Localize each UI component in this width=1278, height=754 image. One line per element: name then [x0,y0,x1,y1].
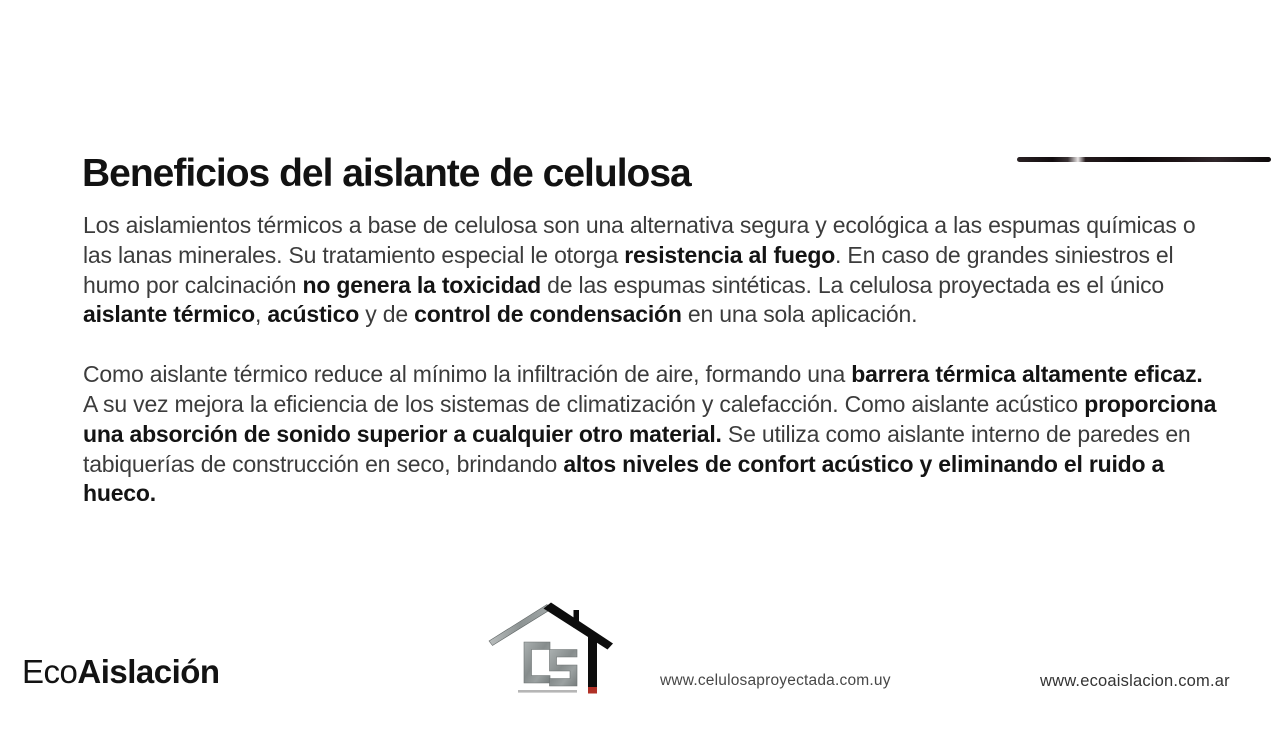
emphasized-text: aislante térmico [83,301,255,328]
body-text: Como aislante térmico reduce al mínimo la infiltración de aire, formando una [83,361,852,388]
roof-left-slope [489,605,551,646]
body-text: de las espumas sintéticas. La celulosa proyectada es el único [540,271,1165,298]
ecoaislacion-wordmark [22,653,220,691]
body-text: . En caso de grandes siniestros el humo por calcinación [83,241,1174,298]
body-text: y de [359,301,415,328]
letter-s-shape [550,650,578,687]
post-red-tip [588,687,597,694]
body-text: Se utiliza como aislante interno de paredes en tabiquerías de construcción en seco, brindando [83,420,1191,477]
brand-prefix: Eco [22,653,78,690]
letter-c-shape [524,642,550,683]
body-text: Los aislamientos térmicos a base de celulosa son una alternativa segura y ecológica a las espumas químicas o las lanas minerales. Su tratamiento especial le otorga [83,212,1196,268]
url-ecoaislacion: www.ecoaislacion.com.ar [1040,672,1230,690]
emphasized-text: barrera térmica altamente eficaz. [851,361,1203,388]
body-text: en una sola aplicación. [681,301,918,328]
emphasized-text: altos niveles de confort acústico y eliminando el ruido a hueco. [83,450,1165,507]
body-text: , [254,301,268,328]
brand-suffix: Aislación [77,653,220,690]
paragraph-intro [83,211,1221,330]
page-title: Beneficios del aislante de celulosa [82,152,691,195]
paragraph-benefits [83,360,1221,509]
url-celulosaproyectada: www.celulosaproyectada.com.uy [660,672,891,689]
post-shape [588,634,597,687]
emphasized-text: control de condensación [414,301,682,328]
top-right-divider-line [1017,157,1271,162]
emphasized-text: proporciona una absorción de sonido superior a cualquier otro material. [83,390,1217,447]
emphasized-text: acústico [267,301,360,328]
body-copy [83,211,1221,509]
logo-caption-line [518,690,577,693]
roof-right-slope [544,603,614,650]
body-text: A su vez mejora la eficiencia de los sistemas de climatización y calefacción. Como aislante acústico [83,390,1085,417]
emphasized-text: no genera la toxicidad [302,271,541,298]
cs-house-logo-icon [485,601,615,703]
emphasized-text: resistencia al fuego [624,241,836,268]
